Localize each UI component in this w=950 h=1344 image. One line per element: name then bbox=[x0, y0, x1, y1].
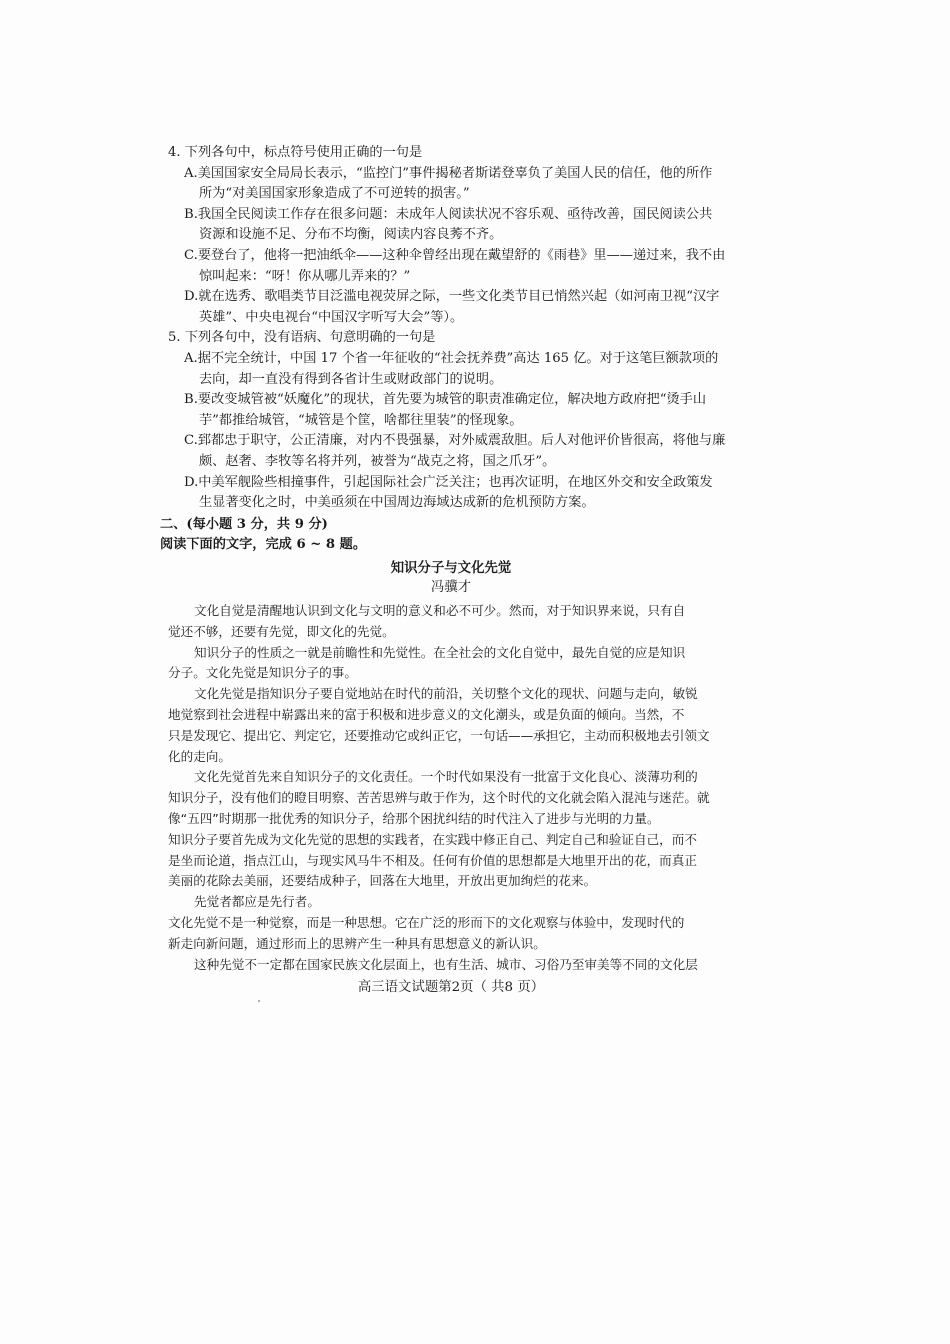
paragraph-line: 这种先觉不一定都在国家民族文化层面上，也有生活、城市、习俗乃至审美等不同的文化层 bbox=[194, 956, 698, 972]
option-c bbox=[184, 246, 734, 287]
option-text: 据不完全统计，中国 17 个省一年征收的“社会抚养费”高达 165 亿。对于这笔巨额款项的 bbox=[197, 350, 719, 366]
section-heading: 二、(每小题 3 分，共 9 分) bbox=[160, 516, 328, 532]
question-stem: 5. 下列各句中，没有语病、句意明确的一句是 bbox=[168, 330, 436, 346]
article-paragraph bbox=[168, 643, 734, 685]
article-paragraph bbox=[168, 892, 734, 913]
option-d bbox=[184, 473, 734, 514]
option-letter: C. bbox=[184, 433, 198, 449]
paragraph-line: 地觉察到社会进程中崭露出来的富于积极和进步意义的文化潮头，或是负面的倾向。当然，不 bbox=[168, 707, 685, 723]
paragraph-line: 新走向新问题，通过形而上的思辨产生一种具有思想意义的新认识。 bbox=[168, 935, 546, 951]
paragraph-line: 只是发现它、提出它、判定它，还要推动它或纠正它，一句话——承担它，主动而积极地去引领文 bbox=[168, 727, 710, 743]
option-text: 生显著变化之时，中美亟须在中国周边海域达成新的危机预防方案。 bbox=[199, 495, 595, 511]
option-letter: A. bbox=[184, 165, 198, 181]
option-text: 去向，却一直没有得到各省计生或财政部门的说明。 bbox=[199, 371, 503, 387]
option-text: 惊叫起来：“呀！你从哪儿弄来的？” bbox=[199, 268, 411, 284]
option-letter: A. bbox=[184, 350, 198, 366]
option-b bbox=[184, 205, 734, 246]
option-letter: B. bbox=[184, 206, 198, 222]
option-d bbox=[184, 287, 734, 328]
paragraph-line: 知识分子要首先成为文化先觉的思想的实践者，在实践中修正自己、判定自己和验证自己，而不 bbox=[168, 831, 697, 847]
option-letter: B. bbox=[184, 392, 198, 408]
page-footer: 高三语文试题第2页（ 共8 页） bbox=[357, 980, 545, 996]
paragraph-line: 文化先觉不是一种觉察，而是一种思想。它在广泛的形而下的文化观察与体验中，发现时代的 bbox=[168, 915, 685, 931]
article-paragraph bbox=[168, 830, 734, 892]
page-content bbox=[160, 143, 734, 1012]
section-instruction: 阅读下面的文字，完成 6 ~ 8 题。 bbox=[160, 537, 367, 553]
article-title: 知识分子与文化先觉 bbox=[390, 559, 512, 576]
paragraph-line: 文化先觉首先来自知识分子的文化责任。一个时代如果没有一批富于文化良心、淡薄功利的 bbox=[194, 769, 698, 785]
option-letter: D. bbox=[184, 289, 199, 305]
option-letter: D. bbox=[184, 474, 199, 490]
option-text: 要登台了，他将一把油纸伞——这种伞曾经出现在戴望舒的《雨巷》里——递过来，我不由 bbox=[197, 247, 726, 263]
option-c bbox=[184, 431, 734, 472]
paragraph-line: 知识分子，没有他们的瞪目明察、苦苦思辨与敢于作为，这个时代的文化就会陷入混沌与迷茫。就 bbox=[168, 790, 710, 806]
option-text: 就在选秀、歌唱类节目泛滥电视荧屏之际，一些文化类节目已悄然兴起（如河南卫视“汉字 bbox=[198, 289, 720, 305]
paragraph-line: 知识分子的性质之一就是前瞻性和先觉性。在全社会的文化自觉中，最先自觉的应是知识 bbox=[194, 644, 686, 660]
option-text: 所为“对美国国家形象造成了不可逆转的损害。” bbox=[199, 186, 470, 202]
article-paragraph bbox=[168, 913, 734, 955]
paragraph-line: 像“五四”时期那一批优秀的知识分子，给那个困扰纠结的时代注入了进步与光明的力量。 bbox=[168, 811, 660, 827]
question-4 bbox=[168, 143, 734, 328]
article-author: 冯骥才 bbox=[430, 580, 472, 596]
option-text: 美国国家安全局局长表示，“监控门”事件揭秘者斯诺登辜负了美国人民的信任，他的所作 bbox=[197, 165, 713, 181]
paragraph-line: 分子。文化先觉是知识分子的事。 bbox=[168, 665, 357, 681]
scan-speck bbox=[258, 1000, 260, 1002]
paragraph-line: 先觉者都应是先行者。 bbox=[194, 894, 320, 910]
question-stem: 4. 下列各句中，标点符号使用正确的一句是 bbox=[168, 145, 423, 160]
option-a bbox=[184, 349, 734, 390]
paragraph-line: 化的走向。 bbox=[168, 748, 231, 764]
article-paragraph bbox=[168, 601, 734, 643]
option-letter: C. bbox=[184, 247, 198, 263]
option-a bbox=[184, 164, 734, 205]
paragraph-line: 文化自觉是清醒地认识到文化与文明的意义和必不可少。然而，对于知识界来说，只有自 bbox=[194, 603, 686, 619]
article-paragraph bbox=[168, 955, 734, 976]
question-5 bbox=[168, 328, 734, 513]
option-text: 中美军舰险些相撞事件，引起国际社会广泛关注；也再次证明，在地区外交和安全政策发 bbox=[198, 474, 713, 490]
paragraph-line: 是坐而论道，指点江山，与现实风马牛不相及。任何有价值的思想都是大地里开出的花，而真正 bbox=[168, 852, 697, 868]
article-paragraph bbox=[168, 684, 734, 767]
paragraph-line: 文化先觉是指知识分子要自觉地站在时代的前沿，关切整个文化的现状、问题与走向，敏锐 bbox=[194, 686, 698, 702]
option-text: 我国全民阅读工作存在很多问题：未成年人阅读状况不容乐观、亟待改善，国民阅读公共 bbox=[197, 206, 713, 222]
paragraph-line: 觉还不够，还要有先觉，即文化的先觉。 bbox=[168, 623, 395, 639]
article-paragraph bbox=[168, 767, 734, 829]
option-text: 芋”都推给城管，“城管是个筐，啥都往里装”的怪现象。 bbox=[199, 412, 523, 428]
option-text: 颇、赵奢、李牧等名将并列，被誉为“战克之将，国之爪牙”。 bbox=[199, 453, 556, 469]
paragraph-line: 美丽的花除去美丽，还要结成种子，回落在大地里，开放出更加绚烂的花来。 bbox=[168, 873, 597, 889]
option-text: 资源和设施不足、分布不均衡，阅读内容良莠不齐。 bbox=[199, 227, 503, 243]
option-text: 郅都忠于职守，公正清廉，对内不畏强暴，对外威震敌胆。后人对他评价皆很高，将他与廉 bbox=[197, 433, 726, 449]
option-b bbox=[184, 390, 734, 431]
option-text: 英雄”、中央电视台“中国汉字听写大会”等）。 bbox=[199, 309, 464, 325]
option-text: 要改变城管被“妖魔化”的现状，首先要为城管的职责准确定位，解决地方政府把“烫手山 bbox=[197, 392, 707, 408]
article-body bbox=[168, 601, 734, 975]
